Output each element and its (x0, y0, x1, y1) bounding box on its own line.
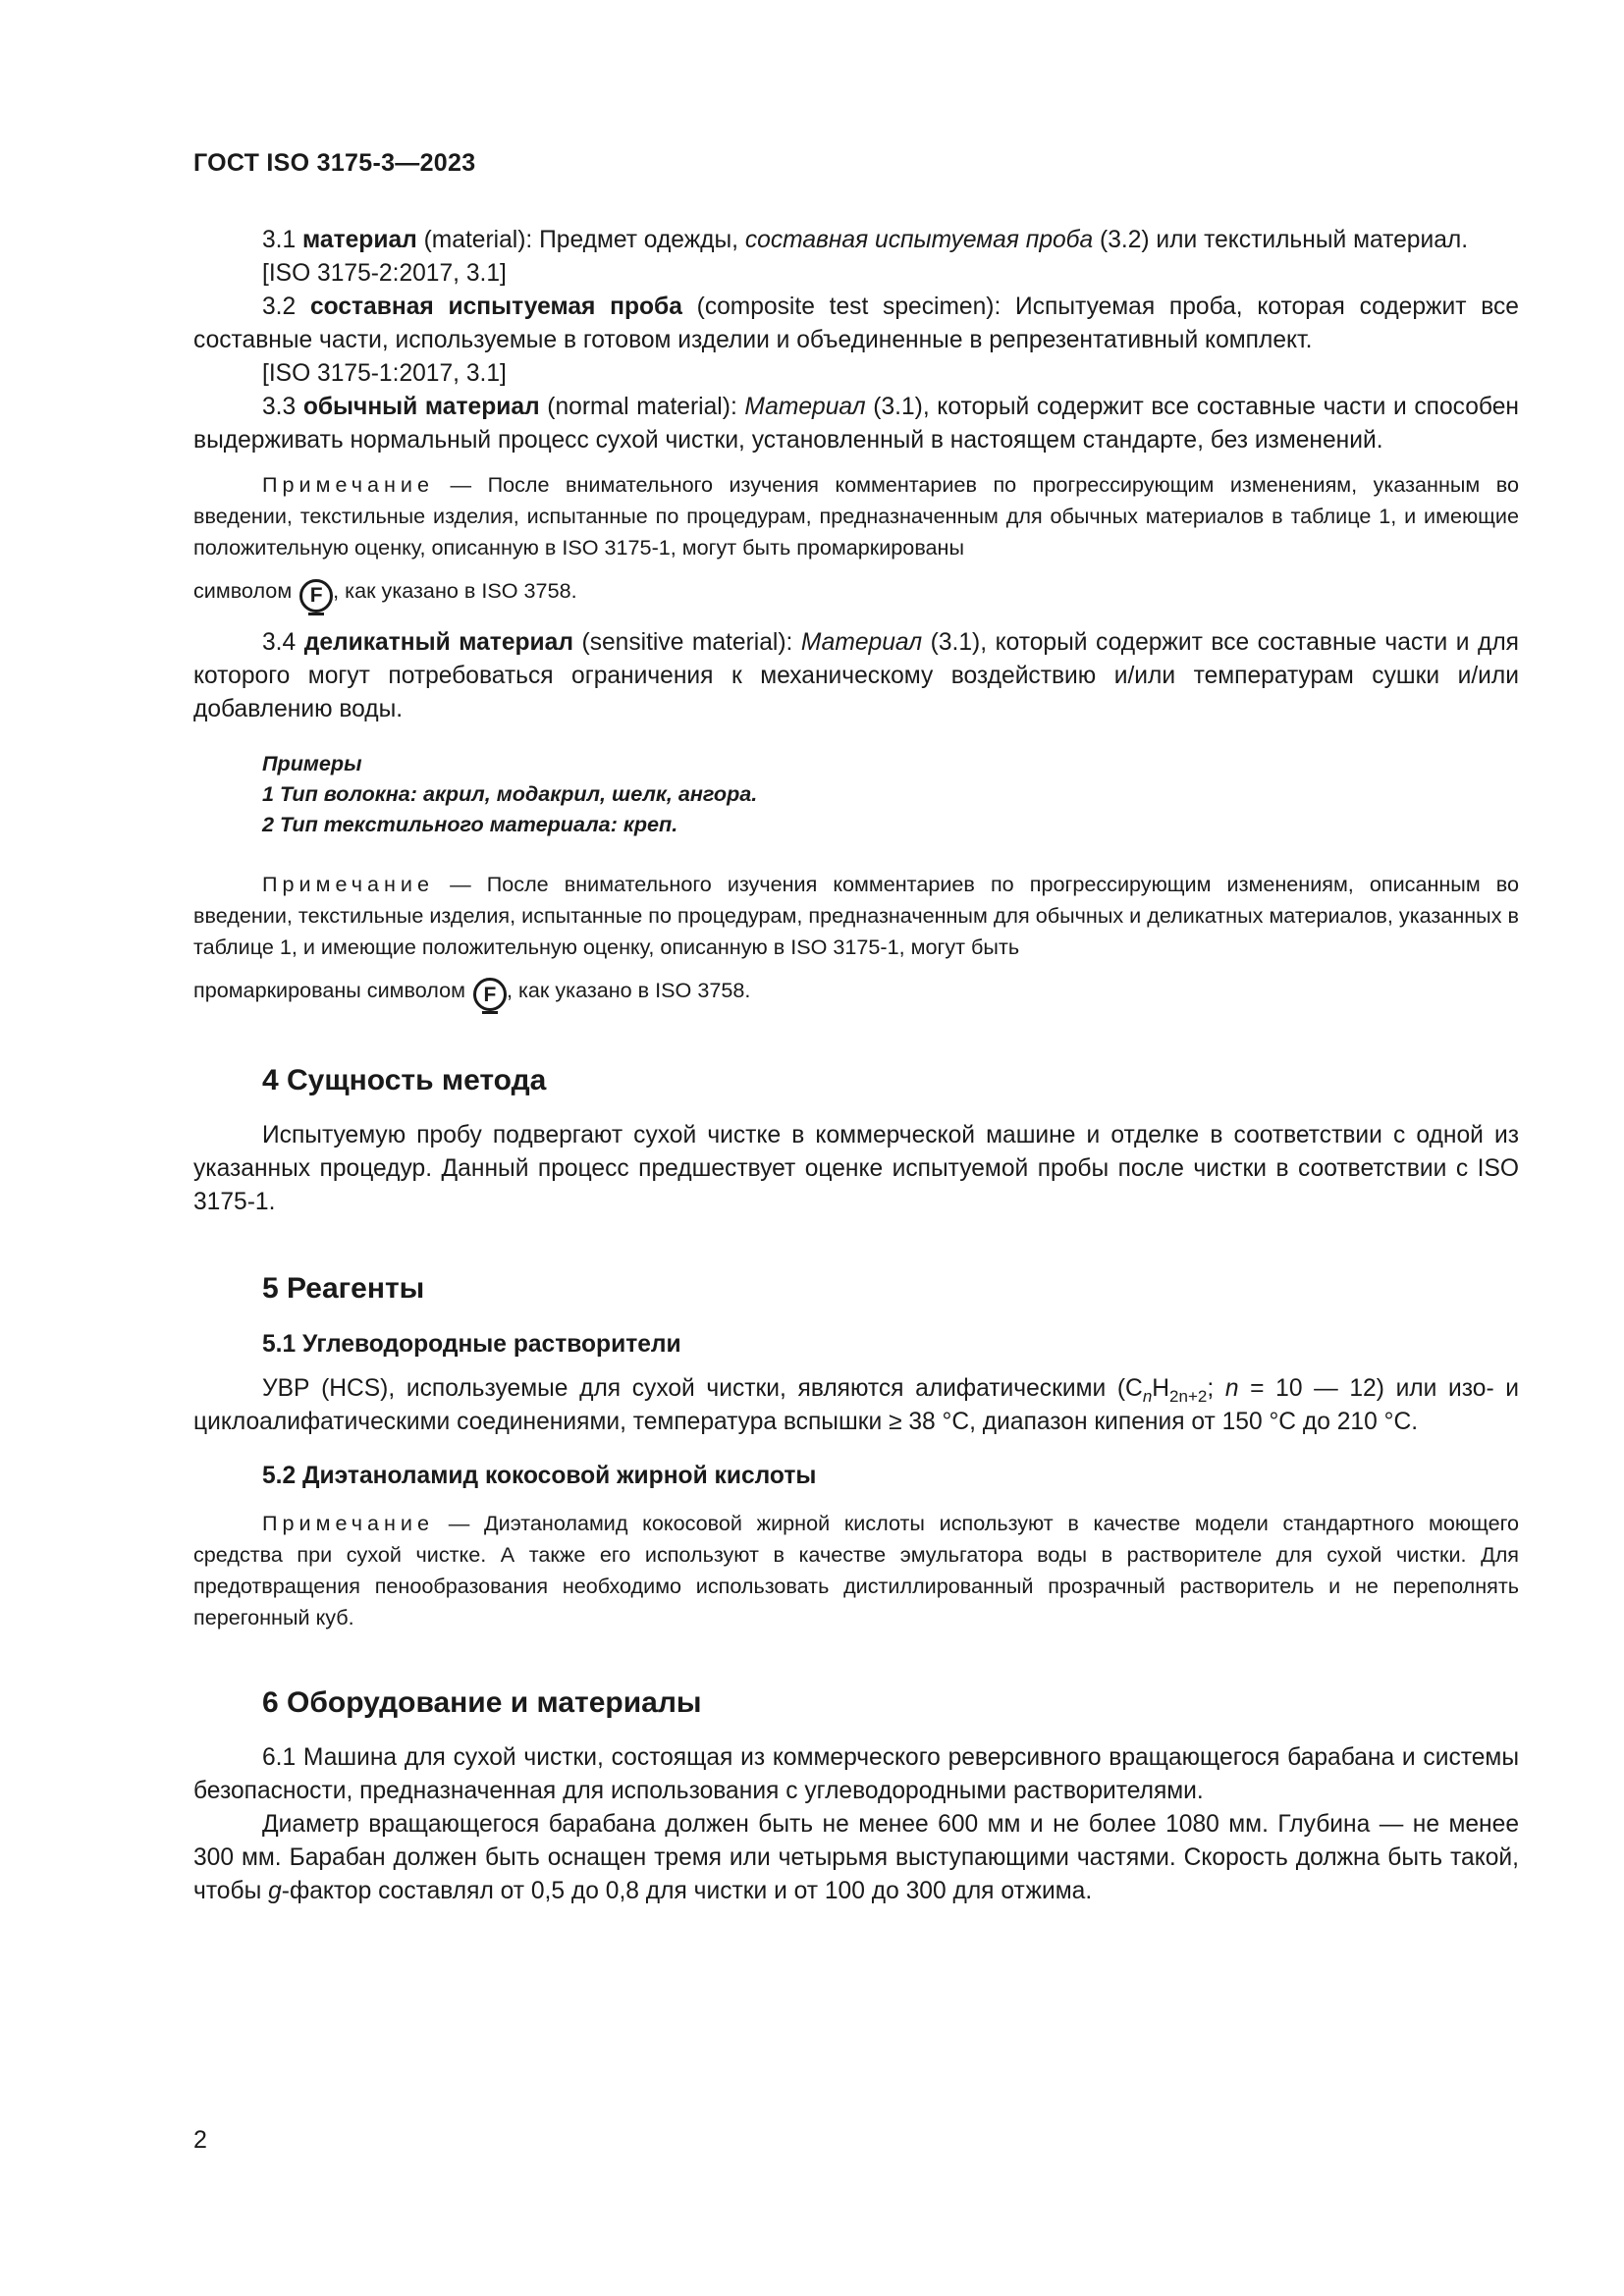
examples-title: Примеры (262, 750, 362, 775)
section-4-heading: 4 Сущность метода (262, 1064, 547, 1096)
example-item: 2 Тип текстильного материала: креп. (262, 811, 678, 836)
section-6-1-text: 6.1 Машина для сухой чистки, состоящая из коммерческого реверсивного вращающегося барабана и системы безопасности, предназначенная для использования с углеводородными растворителями. (193, 1744, 1519, 1804)
note-1: Примечание — После внимательного изучения комментариев по прогрессирующим изменениям, указанным во введении, текстильные изделия, испытанные по процедурам, предназначенным для обычных материалов в таблице 1, и имеющие положительную оценку, описанную в ISO 3175-1, могут быть промаркированы символом F , как указано в ISO 3758. (193, 469, 1519, 613)
section-6-1-drum-text: Диаметр вращающегося барабана должен быть не менее 600 мм и не более 1080 мм. Глубина — не менее 300 мм. Барабан должен быть оснащен тремя или четырьмя выступающими частями. Скорость должна быть такой, чтобы g-фактор составлял от 0,5 до 0,8 для чистки и от 100 до 300 для отжима. (193, 1811, 1519, 1904)
document-body (193, 224, 1519, 1908)
term-title: материал (302, 227, 417, 253)
term-3-1: 3.1 материал (material): Предмет одежды, составная испытуемая проба (3.2) или текстильный материал. (262, 227, 1469, 253)
term-reference: [ISO 3175-2:2017, 3.1] (262, 260, 507, 287)
subsection-5-2-heading: 5.2 Диэтаноламид кокосовой жирной кислоты (262, 1463, 817, 1489)
subsection-5-1-heading: 5.1 Углеводородные растворители (262, 1331, 681, 1358)
document-header: ГОСТ ISO 3175-3—2023 (193, 149, 476, 177)
note-3: Примечание — Диэтаноламид кокосовой жирной кислоты используют в качестве модели стандартного моющего средства при сухой чистке. А также его используют в качестве эмульгатора воды в растворителе для сухой чистки. Для предотвращения пенообразования необходимо использовать дистиллированный прозрачный растворитель и не переполнять перегонный куб. (193, 1511, 1519, 1629)
subsection-5-1-text: УВР (HCS), используемые для сухой чистки, являются алифатическими ($C_nH_{2n+2}$; n = 10 — 12) или изо- и циклоалифатическими соединениями, температура вспышки ≥ 38 °С, диапазон кипения от 150 °С до 210 °С. (193, 1375, 1520, 1435)
section-6-heading: 6 Оборудование и материалы (262, 1686, 702, 1719)
dry-clean-f-symbol-icon: F (299, 579, 333, 613)
section-5-heading: 5 Реагенты (262, 1272, 425, 1305)
page-number: 2 (193, 2126, 207, 2154)
term-reference: [ISO 3175-1:2017, 3.1] (262, 360, 507, 387)
examples-block (262, 748, 1519, 839)
term-3-4: 3.4 деликатный материал (sensitive material): Материал (3.1), который содержит все составные части и для которого могут потребоваться ограничения к механическому воздействию и/или температурам сушки и/или добавлению воды. (193, 628, 1519, 722)
term-title: деликатный материал (303, 628, 573, 656)
note-label: Примечание (262, 472, 434, 497)
term-title: обычный материал (302, 394, 540, 420)
note-label: Примечание (262, 871, 434, 896)
term-title: составная испытуемая проба (309, 294, 682, 320)
term-3-3: 3.3 обычный материал (normal material): Материал (3.1), который содержит все составные части и способен выдерживать нормальный процесс сухой чистки, установленный в настоящем стандарте, без изменений. (193, 394, 1519, 454)
dry-clean-f-symbol-icon: F (473, 978, 507, 1011)
note-2: Примечание — После внимательного изучения комментариев по прогрессирующим изменениям, описанным во введении, текстильные изделия, испытанные по процедурам, предназначенным для обычных и деликатных материалов, указанных в таблице 1, и имеющие положительную оценку, описанную в ISO 3175-1, могут быть промаркированы символом F , как указано в ISO 3758. (193, 869, 1519, 1012)
example-item: 1 Тип волокна: акрил, модакрил, шелк, ангора. (262, 780, 758, 806)
term-3-2: 3.2 составная испытуемая проба (composite test specimen): Испытуемая проба, которая содержит все составные части, используемые в готовом изделии и объединенные в репрезентативный комплект. (193, 294, 1519, 353)
section-4-text: Испытуемую пробу подвергают сухой чистке в коммерческой машине и отделке в соответствии с одной из указанных процедур. Данный процесс предшествует оценке испытуемой пробы после чистки в соответствии с ISO 3175-1. (193, 1122, 1519, 1215)
note-label: Примечание (262, 1511, 434, 1535)
